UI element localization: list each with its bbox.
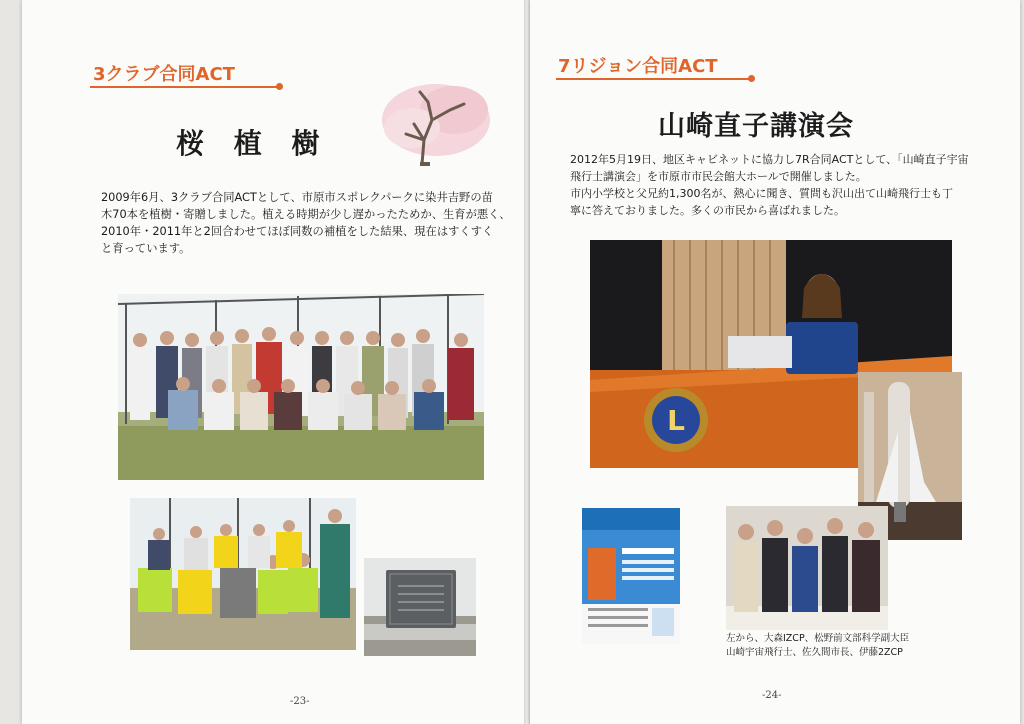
left-section-underline [90, 86, 280, 88]
cherry-tree-illustration [366, 80, 492, 166]
left-body-line: 木70本を植樹・寄贈しました。植える時期が少し遅かったためか、生育が悪く、 [101, 208, 511, 221]
right-page-number: -24- [762, 690, 782, 701]
left-body-line: と育っています。 [101, 242, 191, 255]
caption-line: 左から、大森IZCP、松野前文部科学副大臣 [726, 633, 910, 644]
monument-stone-photo [364, 558, 476, 656]
officials-photo-caption [726, 632, 909, 660]
right-section-underline [556, 78, 752, 80]
group-photo-monument [130, 498, 356, 650]
right-body-line: 寧に答えておりました。多くの市民から喜ばれました。 [570, 204, 845, 217]
right-section-dot [748, 75, 755, 82]
left-body-line: 2010年・2011年と2回合わせてほぼ同数の補植をした結果、現在はすくすく [101, 225, 494, 238]
left-section-dot [276, 83, 283, 90]
officials-group-photo [726, 506, 888, 630]
caption-line: 山崎宇宙飛行士、佐久間市長、伊藤2ZCP [726, 647, 903, 658]
left-page-title: 桜 植 樹 [176, 127, 330, 160]
left-body-line: 2009年6月、3クラブ合同ACTとして、市原市スポレクパークに染井吉野の苗 [101, 191, 493, 204]
right-section-label: 7リジョン合同ACT [558, 56, 718, 77]
right-body-text [570, 151, 1010, 219]
right-body-line: 2012年5月19日、地区キャビネットに協力し7R合同ACTとして、「山崎直子宇宙 [570, 153, 969, 166]
left-section-label: 3クラブ合同ACT [93, 64, 235, 85]
left-body-text [101, 189, 511, 257]
right-page-title: 山崎直子講演会 [658, 111, 854, 142]
event-poster-photo [582, 508, 680, 644]
left-page-number: -23- [290, 696, 310, 707]
group-photo-tree-planting [118, 294, 484, 480]
right-body-line: 市内小学校と父兄約1,300名が、熱心に聞き、質問も沢山出て山崎飛行士も丁 [570, 187, 954, 200]
right-body-line: 飛行士講演会」を市原市市民会館大ホールで開催しました。 [570, 170, 867, 183]
svg-text:L: L [667, 404, 685, 437]
